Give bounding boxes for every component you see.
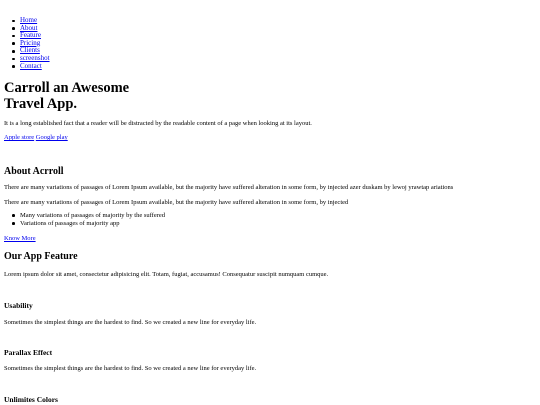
hero-title: [4, 80, 129, 112]
about-paragraph-2: There are many variations of passages of Lorem Ipsum available, but the majority have suffered alteration in some form, by injected: [4, 199, 349, 206]
feature-item-text: Sometimes the simplest things are the hardest to find. So we created a new line for everyday life.: [4, 365, 257, 372]
nav-link-home[interactable]: Home: [20, 16, 38, 24]
google-play-link[interactable]: Google play: [35, 134, 68, 141]
feature-item-title: Unlimites Colors: [4, 395, 58, 404]
about-bullet: Variations of passages of majority app: [20, 220, 165, 228]
store-links: [4, 134, 68, 142]
nav-link-feature[interactable]: Feature: [20, 31, 41, 40]
feature-item-text: Sometimes the simplest things are the hardest to find. So we created a new line for everyday life.: [4, 319, 257, 326]
about-bullet-list: [20, 212, 165, 228]
nav-item-contact[interactable]: [20, 63, 50, 71]
about-paragraph-1: There are many variations of passages of Lorem Ipsum available, but the majority have suffered alteration in some form, by injected azer duskam by lewoj yrawtap ariations: [4, 184, 454, 191]
feature-item-title: Parallax Effect: [4, 348, 53, 357]
apple-store-link[interactable]: Apple store: [4, 134, 35, 141]
nav-link-screenshot[interactable]: screenshot: [20, 53, 50, 62]
feature-intro: Lorem ipsum dolor sit amet, consectetur adipisicing elit. Totam, fugiat, accusamus! Consequatur suscipit numquam cumque.: [4, 271, 329, 278]
feature-title: Our App Feature: [4, 251, 78, 262]
hero-title-line2: Travel App.: [4, 96, 78, 112]
nav-link-about[interactable]: About: [20, 23, 38, 32]
know-more-container: [4, 235, 36, 243]
nav-link-clients[interactable]: Clients: [20, 46, 40, 55]
hero-description: It is a long established fact that a reader will be distracted by the readable content of a page when looking at its layout.: [4, 120, 312, 127]
about-bullet: Many variations of passages of majority by the suffered: [20, 212, 166, 219]
nav-link-contact[interactable]: Contact: [20, 61, 42, 70]
feature-item-title: Usability: [4, 301, 33, 310]
hero-title-line1: Carroll an Awesome: [4, 80, 130, 96]
know-more-link[interactable]: Know More: [4, 235, 36, 242]
main-nav: [20, 17, 50, 70]
about-title: About Acrroll: [4, 166, 64, 177]
nav-link-pricing[interactable]: Pricing: [20, 38, 41, 47]
